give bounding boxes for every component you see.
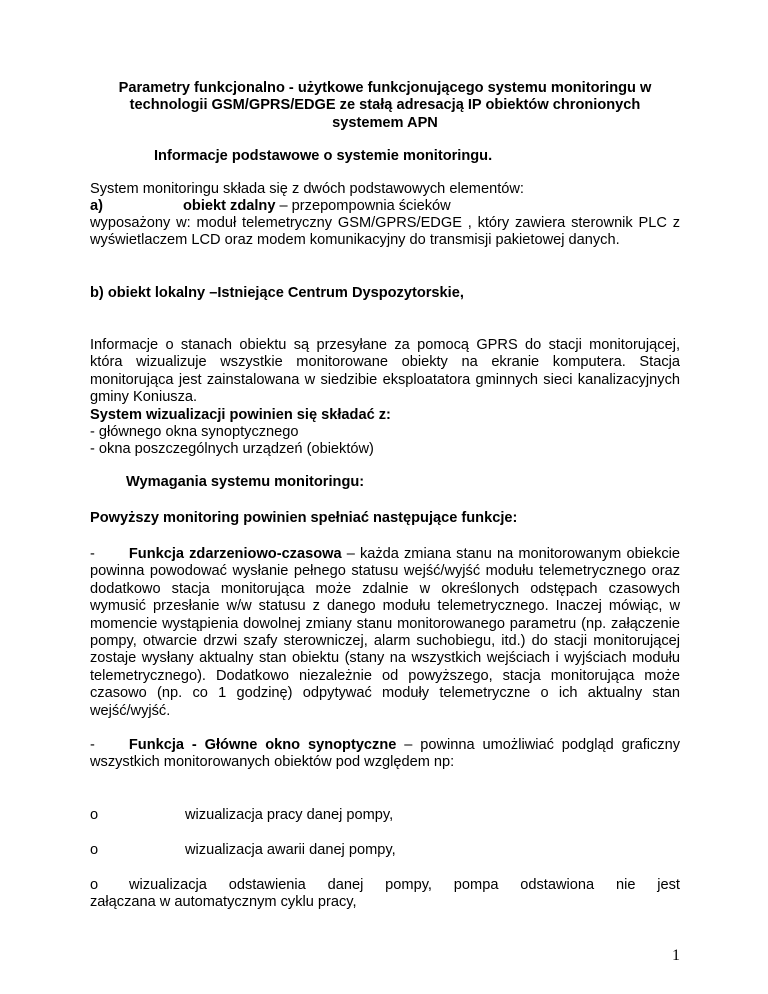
bullet-2-marker: o — [90, 842, 99, 858]
bullet-3-text-first: wizualizacja odstawienia danej pompy, pompa odstawiona nie jest — [129, 877, 680, 893]
bullet-1-text: wizualizacja pracy danej pompy, — [185, 807, 394, 823]
function-1-text: – każda zmiana stanu na monitorowanym obiekcie powinna powodować wysłanie pełnego statusu wejść/wyjść modułu telemetrycznego oraz dodatkowo stacja monitorująca może zdalnie w określonych odstępach czasowych wymusić przesłanie w/w statusu z danego modułu telemetrycznego. Inaczej mówiąc, w momencie wystąpienia dowolnej zmiany stanu monitorowanego parametru (np. załączenie pompy, otwarcie drzwi szafy sterowniczej, alarm suchobiegu, itd.) do stacji monitorującej zostaje wysłany aktualny stan obiektu (stany na wszystkich wejściach i wyjściach modułu telemetrycznego). Dodatkowo niezależnie od powyższego, stacja monitorująca może czasowo (np. co 1 godzinę) odpytywać moduły telemetryczne o ich aktualny stan wejść/wyjść. — [90, 546, 681, 719]
functions-heading: Powyższy monitoring powinien spełniać następujące funkcje: — [90, 510, 518, 526]
bullet-3-text-rest: załączana w automatycznym cyklu pracy, — [90, 894, 357, 911]
section-subtitle: Informacje podstawowe o systemie monitoringu. — [154, 148, 493, 164]
requirements-heading: Wymagania systemu monitoringu: — [126, 474, 365, 490]
function-2-dash: - — [90, 737, 95, 753]
bullet-3 — [90, 877, 680, 912]
item-a-rest: – przepompownia ścieków — [275, 198, 451, 214]
item-b-line: b) obiekt lokalny –Istniejące Centrum Dyspozytorskie, — [90, 285, 464, 301]
function-1-paragraph — [90, 546, 680, 720]
item-a-marker: a) — [90, 198, 103, 214]
info-paragraph: Informacje o stanach obiektu są przesyłane za pomocą GPRS do stacji monitorującej, która wizualizuje wszystkie monitorowane obiekty na ekranie komputera. Stacja monitorująca jest zainstalowana w siedzibie eksploatatora gminnych sieci kanalizacyjnych gminy Koniusza. — [90, 337, 680, 406]
intro-text: System monitoringu składa się z dwóch podstawowych elementów: — [90, 181, 524, 197]
title-line-1: Parametry funkcjonalno - użytkowe funkcjonującego systemu monitoringu w — [118, 80, 652, 96]
item-a-term: obiekt zdalny — [183, 198, 276, 214]
page-number: 1 — [672, 947, 680, 964]
function-1-dash: - — [90, 546, 95, 562]
bullet-3-marker: o — [90, 877, 99, 893]
item-a-description: wyposażony w: moduł telemetryczny GSM/GPRS/EDGE , który zawiera sterownik PLC z wyświetlaczem LCD oraz modem komunikacyjny do transmisji pakietowej danych. — [90, 215, 680, 249]
item-a-line — [90, 198, 680, 215]
bullet-2-text: wizualizacja awarii danej pompy, — [185, 842, 396, 858]
title-line-3: systemem APN — [332, 114, 438, 131]
title-line-2: technologii GSM/GPRS/EDGE ze stałą adresacją IP obiektów chronionych — [129, 97, 641, 114]
document-title — [90, 80, 680, 132]
function-1-title: Funkcja zdarzeniowo-czasowa — [128, 546, 342, 562]
function-2-text: – powinna umożliwiać podgląd graficzny wszystkich monitorowanych obiektów pod względem np: — [90, 737, 680, 771]
function-2-title: Funkcja - Główne okno synoptyczne — [128, 737, 397, 753]
visualization-item-2: - okna poszczególnych urządzeń (obiektów) — [90, 441, 374, 457]
visualization-item-1: - głównego okna synoptycznego — [90, 424, 299, 440]
function-2-paragraph — [90, 737, 680, 772]
visualization-heading: System wizualizacji powinien się składać z: — [90, 407, 391, 423]
bullet-1-marker: o — [90, 807, 99, 823]
